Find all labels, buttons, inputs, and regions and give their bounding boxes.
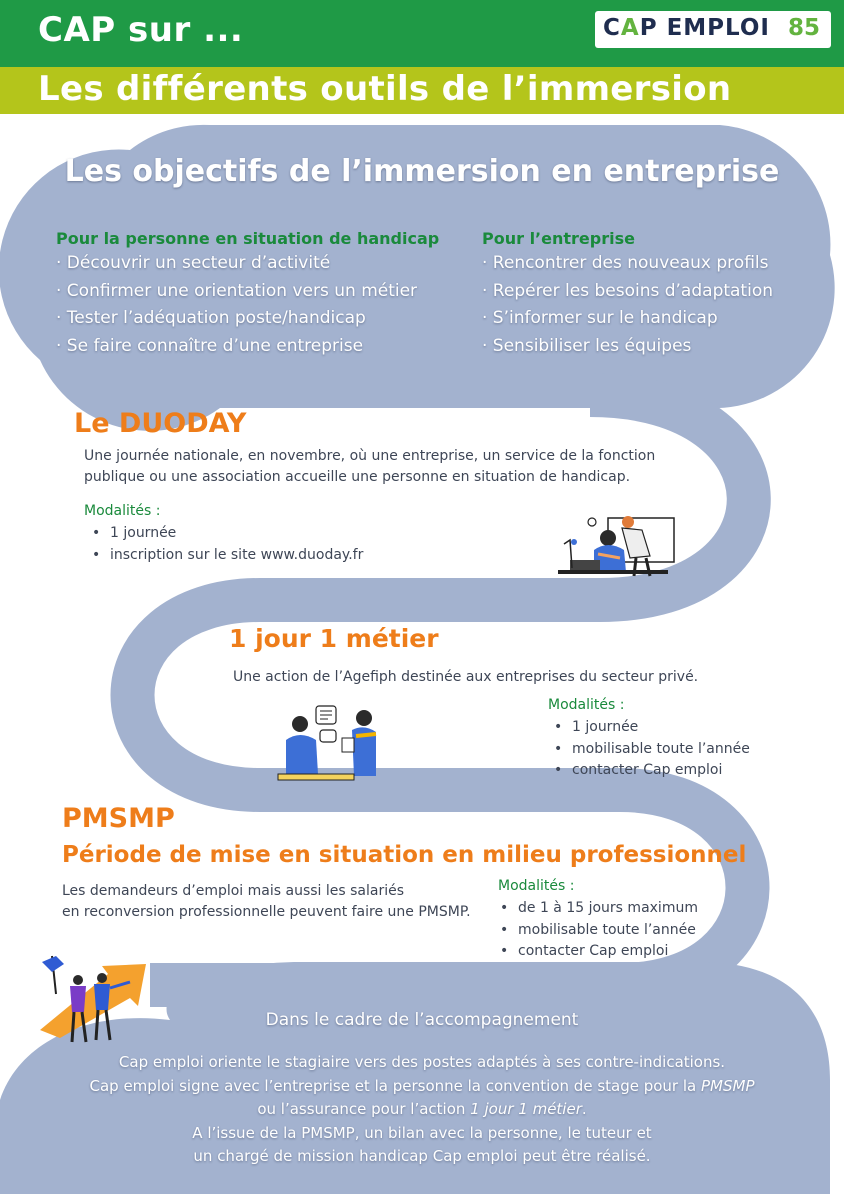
pmsmp-text-line: en reconversion professionnelle peuvent faire une PMSMP. [62, 904, 471, 920]
top-header-bar [0, 0, 844, 67]
list-item: • mobilisable toute l’année [546, 739, 750, 761]
pmsmp-title: PMSMP [62, 803, 175, 834]
logo-rest: P EMPLOI [639, 15, 770, 41]
interview-illustration [276, 700, 386, 784]
duoday-text-line: publique ou une association accueille une personne en situation de handicap. [84, 469, 631, 485]
page-subtitle: Les différents outils de l’immersion [38, 69, 732, 109]
accompagnement-line: A l’issue de la PMSMP, un bilan avec la personne, le tuteur et [192, 1123, 652, 1142]
accompagnement-line: Cap emploi oriente le stagiaire vers des postes adaptés à ses contre-indications. [118, 1053, 726, 1071]
entreprise-item: · Repérer les besoins d’adaptation [482, 280, 774, 301]
pmsmp-subtitle: Période de mise en situation en milieu professionnel [62, 842, 747, 868]
pmsmp-description [62, 881, 471, 923]
list-item: • de 1 à 15 jours maximum [492, 898, 698, 920]
logo-c: C [603, 15, 621, 41]
personne-item: · Découvrir un secteur d’activité [56, 253, 331, 273]
entreprise-item: · Rencontrer des nouveaux profils [482, 253, 769, 273]
list-item: • contacter Cap emploi [492, 941, 698, 963]
accompagnement-title: Dans le cadre de l’accompagnement [265, 1010, 579, 1030]
logo-a: A [620, 15, 640, 41]
objectifs-entreprise-column [482, 229, 773, 360]
pmsmp-text-line: Les demandeurs d’emploi mais aussi les salariés [62, 883, 405, 899]
cap-emploi-logo [595, 11, 831, 48]
accompagnement-line: un chargé de mission handicap Cap emploi peut être réalisé. [193, 1147, 651, 1165]
personne-heading: Pour la personne en situation de handicap [56, 229, 440, 248]
entreprise-item: · S’informer sur le handicap [482, 308, 718, 328]
entreprise-item: · Sensibiliser les équipes [482, 335, 692, 356]
unjour-description: Une action de l’Agefiph destinée aux entreprises du secteur privé. [233, 669, 699, 685]
flag-arrow-illustration [38, 954, 150, 1048]
objectifs-title: Les objectifs de l’immersion en entreprise [64, 154, 780, 189]
list-item: • 1 journée [84, 523, 363, 545]
accompagnement-line: Cap emploi signe avec l’entreprise et la personne la convention de stage pour la PMSMP [89, 1076, 755, 1095]
personne-item: · Tester l’adéquation poste/handicap [56, 308, 366, 328]
list-item: • inscription sur le site www.duoday.fr [84, 545, 363, 567]
entreprise-heading: Pour l’entreprise [482, 229, 635, 248]
accompagnement-text [40, 1051, 804, 1169]
list-item: • 1 journée [546, 717, 750, 739]
duoday-description [84, 446, 684, 488]
objectifs-personne-column [56, 229, 439, 360]
duoday-text-line: Une journée nationale, en novembre, où une entreprise, un service de la fonction [84, 448, 656, 464]
unjour-modalites-list [546, 717, 750, 782]
personne-item: · Se faire connaître d’une entreprise [56, 335, 364, 356]
accompagnement-line: ou l’assurance pour l’action 1 jour 1 métier. [257, 1100, 587, 1118]
duoday-modalites-list [84, 523, 363, 566]
list-item: • contacter Cap emploi [546, 760, 750, 782]
pmsmp-modalites-list [492, 898, 698, 963]
personne-item: · Confirmer une orientation vers un métier [56, 280, 418, 301]
duoday-modalites-label: Modalités : [84, 503, 161, 519]
duoday-title: Le DUODAY [74, 408, 247, 439]
logo-number: 85 [788, 15, 821, 41]
pmsmp-modalites-label: Modalités : [498, 878, 575, 894]
header-title: CAP sur ... [38, 10, 244, 50]
list-item: • mobilisable toute l’année [492, 920, 698, 942]
office-workers-illustration [550, 510, 680, 586]
unjour-title: 1 jour 1 métier [229, 624, 439, 653]
unjour-modalites-label: Modalités : [548, 697, 625, 713]
subtitle-bar [0, 67, 844, 114]
